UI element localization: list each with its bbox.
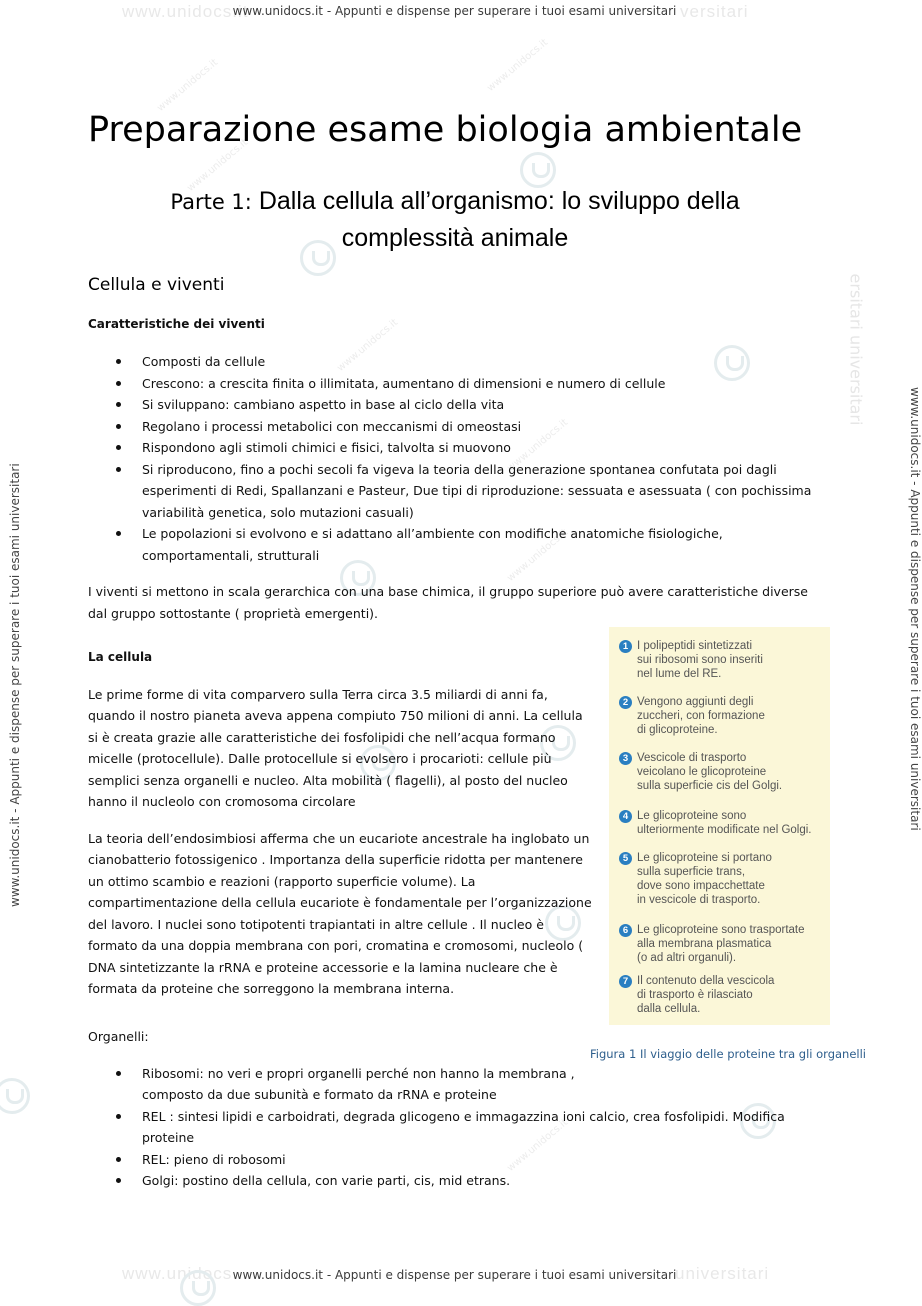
paragraph-prime-forme: Le prime forme di vita comparvero sulla Terra circa 3.5 miliardi di anni fa, quando il nostro pianeta aveva appena compiuto 750 milioni di anni. La cellula si è creata grazie alle caratteristiche dei fosfolipidi che nell’acqua formano micelle (protocellule). Dalle protocellule si evolsero i procarioti: cellule più semplici senza organelli e nucleo. Alta mobilità ( flagelli), al posto del nucleo hanno il nucleolo con cromosoma circolare: [88, 686, 583, 809]
section-la-cellula: [88, 647, 593, 1000]
watermark-diagonal: www.unidocs.it: [505, 527, 571, 584]
watermark-side-right: www.unidocs.it - Appunti e dispense per superare i tuoi esami universitari: [908, 387, 922, 831]
organelli-label: Organelli:: [88, 1029, 149, 1044]
watermark-ghost-footer-left: www.unidocs: [122, 1264, 233, 1283]
figure-step: [619, 974, 827, 1016]
list-item: REL: pieno di robosomi: [88, 1149, 788, 1171]
figure-step: [619, 751, 827, 793]
subtitle-line1: Dalla cellula all’organismo: lo sviluppo della: [258, 187, 740, 215]
watermark-diagonal: www.unidocs.it: [485, 37, 551, 94]
page-subtitle: [90, 183, 820, 256]
watermark-diagonal: www.unidocs.it: [335, 317, 401, 374]
step-number-badge: 4: [619, 810, 632, 823]
subtitle-prefix: Parte 1:: [170, 190, 252, 214]
watermark-ghost-side-right: ersitari universitari: [846, 273, 866, 426]
step-text: Le glicoproteine sono trasportate alla membrana plasmatica (o ad altri organuli).: [637, 924, 805, 964]
watermark-diagonal: www.unidocs.it: [185, 137, 251, 194]
step-text: Vengono aggiunti degli zuccheri, con formazione di glicoproteine.: [637, 696, 765, 736]
step-number-badge: 6: [619, 924, 632, 937]
step-text: I polipeptidi sintetizzati sui ribosomi sono inseriti nel lume del RE.: [637, 640, 763, 680]
watermark-side-left: www.unidocs.it - Appunti e dispense per superare i tuoi esami universitari: [8, 463, 22, 907]
step-number-badge: 2: [619, 696, 632, 709]
organelli-bullet-list: [88, 1063, 788, 1192]
figure-step: [619, 639, 827, 681]
watermark-diagonal: www.unidocs.it: [155, 57, 221, 114]
viventi-bullet-list: [88, 351, 818, 566]
section-heading: Cellula e viventi: [88, 275, 225, 295]
step-number-badge: 7: [619, 975, 632, 988]
step-text: Le glicoproteine sono ulteriormente modificate nel Golgi.: [637, 810, 812, 836]
watermark-diagonal: www.unidocs.it: [505, 417, 571, 474]
figure-step: [619, 851, 827, 907]
figure-step: [619, 695, 827, 737]
list-item: Golgi: postino della cellula, con varie parti, cis, mid etrans.: [88, 1170, 788, 1192]
list-item: Rispondono agli stimoli chimici e fisici, talvolta si muovono: [88, 437, 818, 459]
step-text: Le glicoproteine si portano sulla superficie trans, dove sono impacchettate in vescicole di trasporto.: [637, 852, 772, 906]
figure-caption: Figura 1 Il viaggio delle proteine tra gli organelli: [590, 1047, 866, 1061]
watermark-ghost-header-right: versitari: [680, 2, 749, 21]
watermark-ghost-footer-right: universitari: [675, 1264, 770, 1283]
subheading-caratteristiche: Caratteristiche dei viventi: [88, 316, 265, 331]
list-item: Crescono: a crescita finita o illimitata, aumentano di dimensioni e numero di cellule: [88, 373, 818, 395]
list-item: Le popolazioni si evolvono e si adattano all’ambiente con modifiche anatomiche fisiologiche, comportamentali, strutturali: [88, 523, 818, 566]
page-title: Preparazione esame biologia ambientale: [88, 110, 803, 150]
list-item: Regolano i processi metabolici con meccanismi di omeostasi: [88, 416, 818, 438]
figure-step: [619, 809, 827, 837]
watermark-footer: www.unidocs.it - Appunti e dispense per superare i tuoi esami universitari: [232, 1268, 677, 1282]
list-item: Si riproducono, fino a pochi secoli fa vigeva la teoria della generazione spontanea confutata poi dagli esperimenti di Redi, Spallanzani e Pasteur, Due tipi di riproduzione: sessuata e asessuata ( con pochissima variabilità genetica, solo mutazioni casuali): [88, 459, 818, 524]
figure-protein-steps: [609, 627, 830, 1025]
step-number-badge: 3: [619, 752, 632, 765]
subtitle-line2: complessità animale: [341, 224, 569, 252]
watermark-logo-icon: [180, 1270, 216, 1306]
list-item: Composti da cellule: [88, 351, 818, 373]
paragraph-endosimbiosi: La teoria dell’endosimbiosi afferma che un eucariote ancestrale ha inglobato un cianobatterio fotossigenico . Importanza della superficie ridotta per mantenere un ottimo scambio e reazioni (rapporto superficie volume). La compartimentazione della cellula eucariote è fondamentale per l’organizzazione del lavoro. I nuclei sono totipotenti trapiantati in altre cellule . Il nucleo è formato da una doppia membrana con pori, cromatina e cromosomi, nucleolo ( DNA sintetizzante la rRNA e proteine accessorie e la lamina nucleare che è formata da proteine che sorreggono la membrana interna.: [88, 830, 592, 996]
step-number-badge: 1: [619, 640, 632, 653]
watermark-diagonal: www.unidocs.it: [505, 1117, 571, 1174]
figure-step: [619, 923, 827, 965]
list-item: Ribosomi: no veri e propri organelli perché non hanno la membrana , composto da due subunità e formato da rRNA e proteine: [88, 1063, 582, 1106]
list-item: Si sviluppano: cambiano aspetto in base al ciclo della vita: [88, 394, 818, 416]
watermark-header: www.unidocs.it - Appunti e dispense per superare i tuoi esami universitari: [232, 4, 677, 18]
step-text: Vescicole di trasporto veicolano le glicoproteine sulla superficie cis del Golgi.: [637, 752, 783, 792]
watermark-logo-icon: [0, 1078, 30, 1114]
watermark-ghost-header-left: www.unidocs.it: [122, 2, 249, 21]
list-item: REL : sintesi lipidi e carboidrati, degrada glicogeno e immagazzina ioni calcio, crea fosfolipidi. Modifica proteine: [88, 1106, 788, 1149]
step-number-badge: 5: [619, 852, 632, 865]
paragraph-scala-gerarchica: I viventi si mettono in scala gerarchica con una base chimica, il gruppo superiore può avere caratteristiche diverse dal gruppo sottostante ( proprietà emergenti).: [88, 584, 808, 621]
step-text: Il contenuto della vescicola di trasporto è rilasciato dalla cellula.: [637, 975, 775, 1015]
section-cellula-e-viventi: [88, 275, 818, 624]
subheading-la-cellula: La cellula: [88, 650, 153, 664]
